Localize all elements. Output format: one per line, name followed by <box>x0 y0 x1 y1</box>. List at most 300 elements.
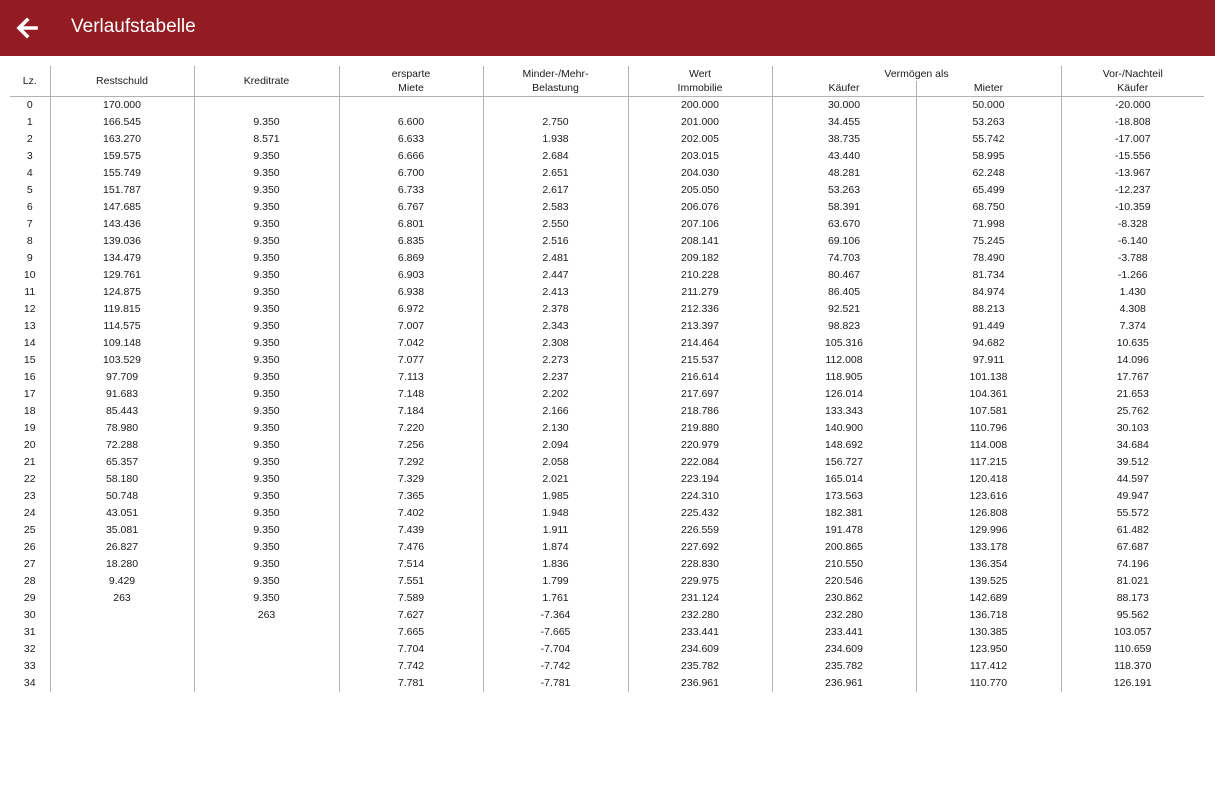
table-row <box>10 471 1204 488</box>
cell-ersparte-miete: 6.700 <box>339 165 483 182</box>
cell-ersparte-miete <box>339 97 483 115</box>
cell-belastung: 2.058 <box>483 454 628 471</box>
cell-vermoegen-kaeufer: 232.280 <box>772 607 916 624</box>
cell-wert-immobilie: 231.124 <box>628 590 772 607</box>
cell-vorteil-kaeufer: 4.308 <box>1061 301 1204 318</box>
cell-kreditrate: 9.350 <box>194 148 339 165</box>
cell-ersparte-miete: 7.551 <box>339 573 483 590</box>
cell-vermoegen-kaeufer: 92.521 <box>772 301 916 318</box>
cell-vermoegen-kaeufer: 200.865 <box>772 539 916 556</box>
header-kaeufer: Käufer <box>772 81 916 97</box>
cell-belastung: 1.948 <box>483 505 628 522</box>
cell-vermoegen-kaeufer: 233.441 <box>772 624 916 641</box>
table-row <box>10 233 1204 250</box>
cell-restschuld: 78.980 <box>50 420 194 437</box>
cell-vermoegen-kaeufer: 34.455 <box>772 114 916 131</box>
cell-vermoegen-kaeufer: 118.905 <box>772 369 916 386</box>
cell-vorteil-kaeufer: 126.191 <box>1061 675 1204 692</box>
cell-ersparte-miete: 7.589 <box>339 590 483 607</box>
table-row <box>10 607 1204 624</box>
cell-kreditrate: 9.350 <box>194 454 339 471</box>
cell-vorteil-kaeufer: 95.562 <box>1061 607 1204 624</box>
cell-belastung: 2.481 <box>483 250 628 267</box>
cell-restschuld: 124.875 <box>50 284 194 301</box>
cell-kreditrate: 9.350 <box>194 284 339 301</box>
cell-lz: 25 <box>23 524 36 536</box>
cell-wert-immobilie: 210.228 <box>628 267 772 284</box>
cell-vermoegen-kaeufer: 230.862 <box>772 590 916 607</box>
cell-kreditrate: 9.350 <box>194 199 339 216</box>
cell-belastung: -7.781 <box>483 675 628 692</box>
table-row <box>10 97 1204 115</box>
cell-vorteil-kaeufer: -1.266 <box>1061 267 1204 284</box>
history-table-container <box>10 66 1204 692</box>
header-minder-line2: Belastung <box>483 81 628 97</box>
cell-restschuld: 114.575 <box>50 318 194 335</box>
cell-ersparte-miete: 6.733 <box>339 182 483 199</box>
cell-restschuld: 159.575 <box>50 148 194 165</box>
cell-ersparte-miete: 7.476 <box>339 539 483 556</box>
cell-belastung: 2.273 <box>483 352 628 369</box>
cell-vorteil-kaeufer: 39.512 <box>1061 454 1204 471</box>
cell-restschuld: 139.036 <box>50 233 194 250</box>
cell-wert-immobilie: 213.397 <box>628 318 772 335</box>
cell-vermoegen-kaeufer: 126.014 <box>772 386 916 403</box>
cell-ersparte-miete: 7.742 <box>339 658 483 675</box>
table-row <box>10 454 1204 471</box>
cell-lz: 13 <box>23 320 36 332</box>
cell-vorteil-kaeufer: 55.572 <box>1061 505 1204 522</box>
cell-wert-immobilie: 205.050 <box>628 182 772 199</box>
table-row <box>10 165 1204 182</box>
cell-vermoegen-mieter: 71.998 <box>916 216 1061 233</box>
table-row <box>10 199 1204 216</box>
cell-vorteil-kaeufer: -6.140 <box>1061 233 1204 250</box>
cell-vermoegen-mieter: 126.808 <box>916 505 1061 522</box>
cell-kreditrate: 9.350 <box>194 420 339 437</box>
cell-lz: 34 <box>23 677 36 689</box>
cell-ersparte-miete: 7.292 <box>339 454 483 471</box>
cell-restschuld: 91.683 <box>50 386 194 403</box>
cell-lz: 8 <box>26 235 33 247</box>
cell-kreditrate <box>194 97 339 115</box>
cell-wert-immobilie: 214.464 <box>628 335 772 352</box>
cell-belastung: 2.516 <box>483 233 628 250</box>
cell-lz: 16 <box>23 371 36 383</box>
cell-vermoegen-kaeufer: 220.546 <box>772 573 916 590</box>
cell-wert-immobilie: 212.336 <box>628 301 772 318</box>
cell-ersparte-miete: 7.007 <box>339 318 483 335</box>
cell-kreditrate: 9.350 <box>194 318 339 335</box>
cell-vermoegen-mieter: 94.682 <box>916 335 1061 352</box>
cell-lz: 17 <box>23 388 36 400</box>
cell-belastung: 2.308 <box>483 335 628 352</box>
cell-ersparte-miete: 6.938 <box>339 284 483 301</box>
cell-vermoegen-kaeufer: 182.381 <box>772 505 916 522</box>
cell-vermoegen-kaeufer: 53.263 <box>772 182 916 199</box>
cell-restschuld: 26.827 <box>50 539 194 556</box>
table-row <box>10 148 1204 165</box>
table-row <box>10 182 1204 199</box>
cell-vermoegen-mieter: 110.796 <box>916 420 1061 437</box>
cell-vermoegen-mieter: 110.770 <box>916 675 1061 692</box>
cell-belastung: 1.911 <box>483 522 628 539</box>
cell-wert-immobilie: 215.537 <box>628 352 772 369</box>
cell-ersparte-miete: 7.704 <box>339 641 483 658</box>
cell-restschuld: 263 <box>50 590 194 607</box>
cell-vorteil-kaeufer: 34.684 <box>1061 437 1204 454</box>
table-row <box>10 216 1204 233</box>
table-row <box>10 573 1204 590</box>
cell-vermoegen-mieter: 78.490 <box>916 250 1061 267</box>
cell-vermoegen-kaeufer: 112.008 <box>772 352 916 369</box>
cell-ersparte-miete: 7.365 <box>339 488 483 505</box>
cell-vermoegen-mieter: 58.995 <box>916 148 1061 165</box>
cell-kreditrate: 9.350 <box>194 369 339 386</box>
cell-lz: 11 <box>24 286 36 298</box>
cell-kreditrate: 9.350 <box>194 165 339 182</box>
table-row <box>10 505 1204 522</box>
cell-belastung: -7.665 <box>483 624 628 641</box>
cell-lz: 5 <box>26 184 33 196</box>
cell-vermoegen-kaeufer: 133.343 <box>772 403 916 420</box>
cell-vorteil-kaeufer: -12.237 <box>1061 182 1204 199</box>
cell-belastung: -7.704 <box>483 641 628 658</box>
cell-vermoegen-kaeufer: 235.782 <box>772 658 916 675</box>
cell-lz: 20 <box>23 439 36 451</box>
cell-restschuld: 65.357 <box>50 454 194 471</box>
cell-belastung: 2.651 <box>483 165 628 182</box>
cell-vermoegen-kaeufer: 98.823 <box>772 318 916 335</box>
cell-belastung: 2.130 <box>483 420 628 437</box>
cell-ersparte-miete: 6.972 <box>339 301 483 318</box>
cell-vermoegen-kaeufer: 86.405 <box>772 284 916 301</box>
cell-vermoegen-mieter: 68.750 <box>916 199 1061 216</box>
cell-wert-immobilie: 211.279 <box>628 284 772 301</box>
table-row <box>10 284 1204 301</box>
cell-vermoegen-mieter: 84.974 <box>916 284 1061 301</box>
table-row <box>10 624 1204 641</box>
cell-vermoegen-mieter: 75.245 <box>916 233 1061 250</box>
table-row <box>10 488 1204 505</box>
cell-vorteil-kaeufer: 74.196 <box>1061 556 1204 573</box>
cell-vorteil-kaeufer: -13.967 <box>1061 165 1204 182</box>
cell-lz: 6 <box>26 201 33 213</box>
cell-vermoegen-kaeufer: 58.391 <box>772 199 916 216</box>
cell-belastung: 2.684 <box>483 148 628 165</box>
cell-wert-immobilie: 223.194 <box>628 471 772 488</box>
cell-ersparte-miete: 6.666 <box>339 148 483 165</box>
cell-belastung: 2.447 <box>483 267 628 284</box>
cell-restschuld: 129.761 <box>50 267 194 284</box>
cell-lz: 33 <box>23 660 36 672</box>
cell-restschuld: 72.288 <box>50 437 194 454</box>
cell-wert-immobilie: 216.614 <box>628 369 772 386</box>
cell-wert-immobilie: 220.979 <box>628 437 772 454</box>
cell-vorteil-kaeufer: 110.659 <box>1061 641 1204 658</box>
cell-belastung: 2.378 <box>483 301 628 318</box>
cell-belastung: 2.617 <box>483 182 628 199</box>
header-kreditrate: Kreditrate <box>194 66 339 97</box>
cell-ersparte-miete: 6.835 <box>339 233 483 250</box>
cell-wert-immobilie: 201.000 <box>628 114 772 131</box>
cell-vermoegen-kaeufer: 191.478 <box>772 522 916 539</box>
cell-vermoegen-mieter: 88.213 <box>916 301 1061 318</box>
cell-wert-immobilie: 229.975 <box>628 573 772 590</box>
cell-vermoegen-mieter: 55.742 <box>916 131 1061 148</box>
cell-vermoegen-kaeufer: 105.316 <box>772 335 916 352</box>
cell-vermoegen-mieter: 101.138 <box>916 369 1061 386</box>
cell-restschuld: 155.749 <box>50 165 194 182</box>
cell-vermoegen-mieter: 91.449 <box>916 318 1061 335</box>
cell-lz: 0 <box>26 99 33 111</box>
header-ersparte-line2: Miete <box>339 81 483 97</box>
cell-restschuld: 103.529 <box>50 352 194 369</box>
cell-ersparte-miete: 7.627 <box>339 607 483 624</box>
cell-lz: 18 <box>23 405 36 417</box>
cell-belastung: 1.985 <box>483 488 628 505</box>
cell-vermoegen-kaeufer: 38.735 <box>772 131 916 148</box>
cell-kreditrate <box>194 624 339 641</box>
cell-vermoegen-kaeufer: 43.440 <box>772 148 916 165</box>
table-row <box>10 131 1204 148</box>
cell-restschuld <box>50 641 194 658</box>
cell-vorteil-kaeufer: 14.096 <box>1061 352 1204 369</box>
cell-kreditrate: 8.571 <box>194 131 339 148</box>
cell-lz: 3 <box>26 150 33 162</box>
cell-ersparte-miete: 7.514 <box>339 556 483 573</box>
cell-lz: 7 <box>26 218 33 230</box>
cell-vermoegen-mieter: 81.734 <box>916 267 1061 284</box>
cell-ersparte-miete: 6.903 <box>339 267 483 284</box>
cell-wert-immobilie: 228.830 <box>628 556 772 573</box>
cell-restschuld: 147.685 <box>50 199 194 216</box>
cell-kreditrate <box>194 658 339 675</box>
cell-vorteil-kaeufer: 67.687 <box>1061 539 1204 556</box>
cell-lz: 29 <box>23 592 36 604</box>
cell-kreditrate <box>194 675 339 692</box>
table-row <box>10 420 1204 437</box>
header-minder-line1: Minder-/Mehr- <box>483 66 628 81</box>
cell-restschuld: 166.545 <box>50 114 194 131</box>
cell-wert-immobilie: 232.280 <box>628 607 772 624</box>
cell-restschuld <box>50 658 194 675</box>
cell-belastung: 1.874 <box>483 539 628 556</box>
cell-wert-immobilie: 219.880 <box>628 420 772 437</box>
table-row <box>10 267 1204 284</box>
table-row <box>10 658 1204 675</box>
back-button[interactable] <box>10 10 46 46</box>
table-row <box>10 335 1204 352</box>
cell-wert-immobilie: 222.084 <box>628 454 772 471</box>
cell-vermoegen-kaeufer: 63.670 <box>772 216 916 233</box>
cell-ersparte-miete: 7.402 <box>339 505 483 522</box>
header-wert-line1: Wert <box>628 66 772 81</box>
cell-wert-immobilie: 226.559 <box>628 522 772 539</box>
cell-restschuld: 50.748 <box>50 488 194 505</box>
cell-vermoegen-mieter: 130.385 <box>916 624 1061 641</box>
cell-ersparte-miete: 7.439 <box>339 522 483 539</box>
cell-lz: 2 <box>26 133 33 145</box>
cell-vermoegen-kaeufer: 140.900 <box>772 420 916 437</box>
cell-vorteil-kaeufer: 7.374 <box>1061 318 1204 335</box>
cell-kreditrate: 9.350 <box>194 590 339 607</box>
cell-lz: 10 <box>23 269 36 281</box>
cell-belastung: 2.583 <box>483 199 628 216</box>
cell-ersparte-miete: 6.600 <box>339 114 483 131</box>
cell-restschuld: 85.443 <box>50 403 194 420</box>
cell-restschuld: 58.180 <box>50 471 194 488</box>
cell-ersparte-miete: 7.256 <box>339 437 483 454</box>
header-vor-line2: Käufer <box>1061 81 1204 97</box>
cell-wert-immobilie: 206.076 <box>628 199 772 216</box>
cell-belastung: 2.413 <box>483 284 628 301</box>
cell-vorteil-kaeufer: 88.173 <box>1061 590 1204 607</box>
cell-ersparte-miete: 6.801 <box>339 216 483 233</box>
table-row <box>10 539 1204 556</box>
cell-vorteil-kaeufer: 25.762 <box>1061 403 1204 420</box>
table-row <box>10 318 1204 335</box>
cell-vermoegen-kaeufer: 69.106 <box>772 233 916 250</box>
cell-vermoegen-mieter: 123.616 <box>916 488 1061 505</box>
cell-restschuld: 35.081 <box>50 522 194 539</box>
cell-restschuld: 170.000 <box>50 97 194 115</box>
cell-wert-immobilie: 209.182 <box>628 250 772 267</box>
cell-belastung: 2.094 <box>483 437 628 454</box>
cell-belastung: 1.836 <box>483 556 628 573</box>
cell-wert-immobilie: 224.310 <box>628 488 772 505</box>
cell-vorteil-kaeufer: 30.103 <box>1061 420 1204 437</box>
cell-restschuld: 163.270 <box>50 131 194 148</box>
cell-kreditrate: 9.350 <box>194 301 339 318</box>
cell-belastung: -7.742 <box>483 658 628 675</box>
cell-vermoegen-mieter: 104.361 <box>916 386 1061 403</box>
table-row <box>10 675 1204 692</box>
table-row <box>10 352 1204 369</box>
cell-restschuld: 134.479 <box>50 250 194 267</box>
cell-belastung: 2.237 <box>483 369 628 386</box>
header-wert-line2: Immobilie <box>628 81 772 97</box>
cell-vermoegen-mieter: 142.689 <box>916 590 1061 607</box>
cell-restschuld: 109.148 <box>50 335 194 352</box>
cell-vermoegen-kaeufer: 30.000 <box>772 97 916 115</box>
cell-wert-immobilie: 202.005 <box>628 131 772 148</box>
cell-vorteil-kaeufer: -3.788 <box>1061 250 1204 267</box>
header-restschuld: Restschuld <box>50 66 194 97</box>
cell-lz: 27 <box>23 558 36 570</box>
cell-vermoegen-kaeufer: 148.692 <box>772 437 916 454</box>
cell-ersparte-miete: 6.869 <box>339 250 483 267</box>
cell-vermoegen-kaeufer: 74.703 <box>772 250 916 267</box>
table-row <box>10 301 1204 318</box>
cell-wert-immobilie: 236.961 <box>628 675 772 692</box>
cell-vorteil-kaeufer: 118.370 <box>1061 658 1204 675</box>
cell-restschuld: 9.429 <box>50 573 194 590</box>
cell-vermoegen-mieter: 114.008 <box>916 437 1061 454</box>
table-row <box>10 556 1204 573</box>
cell-ersparte-miete: 7.329 <box>339 471 483 488</box>
cell-lz: 14 <box>23 337 36 349</box>
cell-ersparte-miete: 6.767 <box>339 199 483 216</box>
cell-vermoegen-mieter: 139.525 <box>916 573 1061 590</box>
cell-lz: 12 <box>23 303 36 315</box>
cell-vermoegen-mieter: 136.718 <box>916 607 1061 624</box>
cell-vermoegen-mieter: 62.248 <box>916 165 1061 182</box>
cell-wert-immobilie: 208.141 <box>628 233 772 250</box>
cell-vermoegen-mieter: 120.418 <box>916 471 1061 488</box>
cell-restschuld: 18.280 <box>50 556 194 573</box>
table-row <box>10 403 1204 420</box>
cell-kreditrate: 9.350 <box>194 216 339 233</box>
cell-lz: 21 <box>23 456 36 468</box>
table-row <box>10 437 1204 454</box>
cell-vermoegen-mieter: 53.263 <box>916 114 1061 131</box>
header-mieter: Mieter <box>916 81 1061 97</box>
cell-restschuld <box>50 624 194 641</box>
cell-vermoegen-mieter: 123.950 <box>916 641 1061 658</box>
cell-lz: 24 <box>23 507 36 519</box>
header-lz: Lz. <box>10 66 50 97</box>
cell-lz: 1 <box>26 116 33 128</box>
cell-wert-immobilie: 227.692 <box>628 539 772 556</box>
table-header <box>10 66 1204 97</box>
cell-belastung: 1.799 <box>483 573 628 590</box>
table-row <box>10 641 1204 658</box>
cell-lz: 22 <box>23 473 36 485</box>
cell-restschuld: 151.787 <box>50 182 194 199</box>
cell-wert-immobilie: 235.782 <box>628 658 772 675</box>
cell-vorteil-kaeufer: 44.597 <box>1061 471 1204 488</box>
cell-vermoegen-kaeufer: 173.563 <box>772 488 916 505</box>
cell-kreditrate: 9.350 <box>194 233 339 250</box>
cell-vorteil-kaeufer: 21.653 <box>1061 386 1204 403</box>
header-ersparte-line1: ersparte <box>339 66 483 81</box>
table-row <box>10 522 1204 539</box>
cell-vorteil-kaeufer: -8.328 <box>1061 216 1204 233</box>
cell-vermoegen-kaeufer: 165.014 <box>772 471 916 488</box>
cell-vorteil-kaeufer: 81.021 <box>1061 573 1204 590</box>
cell-vorteil-kaeufer: -18.808 <box>1061 114 1204 131</box>
cell-kreditrate: 9.350 <box>194 573 339 590</box>
cell-lz: 19 <box>23 422 36 434</box>
cell-kreditrate: 9.350 <box>194 386 339 403</box>
cell-wert-immobilie: 207.106 <box>628 216 772 233</box>
cell-lz: 26 <box>23 541 36 553</box>
cell-kreditrate: 9.350 <box>194 114 339 131</box>
cell-vorteil-kaeufer: 103.057 <box>1061 624 1204 641</box>
cell-wert-immobilie: 217.697 <box>628 386 772 403</box>
cell-kreditrate: 263 <box>194 607 339 624</box>
cell-vorteil-kaeufer: 1.430 <box>1061 284 1204 301</box>
cell-restschuld <box>50 607 194 624</box>
cell-wert-immobilie: 218.786 <box>628 403 772 420</box>
cell-vermoegen-kaeufer: 48.281 <box>772 165 916 182</box>
cell-vermoegen-kaeufer: 236.961 <box>772 675 916 692</box>
header-vermoegen: Vermögen als <box>772 66 1061 81</box>
cell-wert-immobilie: 204.030 <box>628 165 772 182</box>
cell-belastung: 2.343 <box>483 318 628 335</box>
cell-lz: 32 <box>23 643 36 655</box>
cell-vorteil-kaeufer: 17.767 <box>1061 369 1204 386</box>
cell-vermoegen-kaeufer: 210.550 <box>772 556 916 573</box>
cell-kreditrate: 9.350 <box>194 522 339 539</box>
cell-kreditrate: 9.350 <box>194 250 339 267</box>
app-bar <box>0 0 1215 56</box>
cell-kreditrate: 9.350 <box>194 488 339 505</box>
cell-restschuld: 43.051 <box>50 505 194 522</box>
cell-belastung: 2.202 <box>483 386 628 403</box>
cell-lz: 30 <box>23 609 36 621</box>
